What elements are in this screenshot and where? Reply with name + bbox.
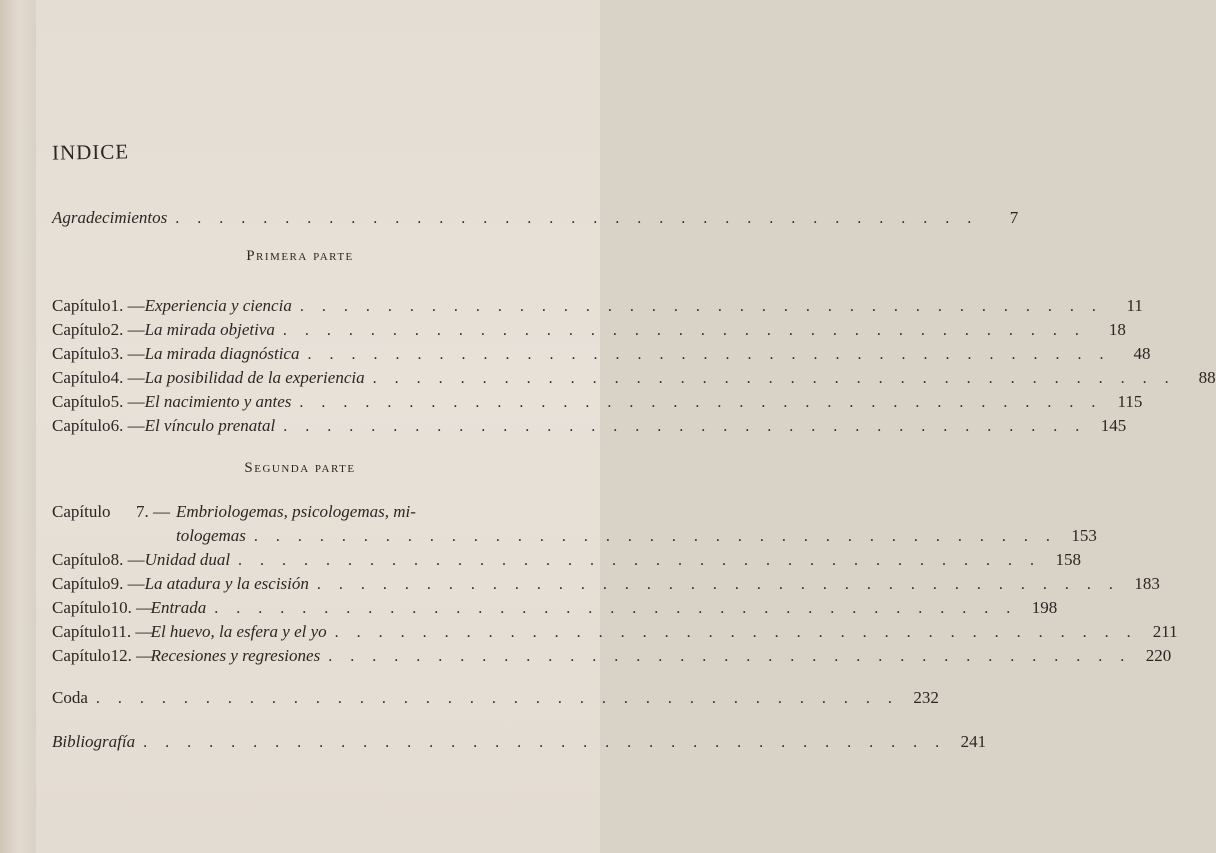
leader-dots: . . . . . . . . . . . . . . . . . . . . . . . . . . . . . . . . . . . . . xyxy=(282,322,1086,339)
leader-dots: . . . . . . . . . . . . . . . . . . . . . . . . . . . . . . . . . . . . . xyxy=(214,600,1018,617)
chapter-page: 220 xyxy=(1145,646,1172,665)
toc-chapter-row xyxy=(52,550,1082,574)
toc-chapter-row xyxy=(52,296,1143,320)
chapter-title: La atadura y la escisión xyxy=(144,574,309,593)
chapter-page: 145 xyxy=(1100,416,1127,435)
leader-dots: . . . . . . . . . . . . . . . . . . . . . . . . . . . . . . . . . . . . . xyxy=(299,298,1103,315)
chapter-title: El nacimiento y antes xyxy=(144,392,292,411)
chapter-label: Capítulo xyxy=(52,296,111,315)
leader-dots: . . . . . . . . . . . . . . . . . . . . . . . . . . . . . . . . . . . . . xyxy=(253,528,1057,545)
leader-dots: . . . . . . . . . . . . . . . . . . . . . . . . . . . . . . . . . . . . . xyxy=(143,734,947,751)
toc-chapter-row xyxy=(52,416,1127,440)
chapter-label: Capítulo xyxy=(52,416,111,435)
toc-chapter-row xyxy=(52,320,1126,344)
toc-entry-page: 7 xyxy=(1009,208,1019,227)
leader-dots: . . . . . . . . . . . . . . . . . . . . . . . . . . . . . . . . . . . . . xyxy=(307,346,1111,363)
chapter-number: 3. — xyxy=(110,344,145,363)
chapter-title: La mirada objetiva xyxy=(144,320,275,339)
chapter-label: Capítulo xyxy=(52,392,111,411)
part-heading-primera: Primera parte xyxy=(246,248,354,264)
chapter-number: 5. — xyxy=(110,392,145,411)
leader-dots: . . . . . . . . . . . . . . . . . . . . . . . . . . . . . . . . . . . . . xyxy=(372,370,1176,387)
chapter-number: 10. — xyxy=(110,598,154,617)
toc-entry-agradecimientos xyxy=(52,208,1019,232)
chapter-label: Capítulo xyxy=(52,574,111,593)
toc-chapter-row xyxy=(52,574,1160,598)
chapter-title: La posibilidad de la experiencia xyxy=(144,368,365,387)
chapter-page: 18 xyxy=(1108,320,1126,339)
chapter-label: Capítulo xyxy=(52,502,111,521)
toc-chapter-row xyxy=(52,502,570,526)
chapter-label: Capítulo xyxy=(52,622,111,641)
chapter-title: El huevo, la esfera y el yo xyxy=(150,622,327,641)
index-title: INDICE xyxy=(51,139,130,165)
chapter-label: Capítulo xyxy=(52,344,111,363)
chapter-number: 1. — xyxy=(110,296,145,315)
chapter-number: 11. — xyxy=(110,622,153,641)
chapter-title: Unidad dual xyxy=(144,550,231,569)
chapter-page: 183 xyxy=(1134,574,1160,593)
chapter-label: Capítulo xyxy=(52,550,111,569)
chapter-page: 198 xyxy=(1031,598,1058,617)
chapter-title: Embriologemas, psicologemas, mi- xyxy=(176,502,416,521)
leader-dots: . . . . . . . . . . . . . . . . . . . . . . . . . . . . . . . . . . . . . xyxy=(238,552,1042,569)
chapter-label: Capítulo xyxy=(52,598,111,617)
chapter-title: La mirada diagnóstica xyxy=(144,344,300,363)
toc-chapter-row xyxy=(52,392,1143,416)
toc-entry-label: Agradecimientos xyxy=(52,208,168,227)
leader-dots: . . . . . . . . . . . . . . . . . . . . . . . . . . . . . . . . . . . . . xyxy=(283,418,1087,435)
chapter-number: 8. — xyxy=(110,550,145,569)
leader-dots: . . . . . . . . . . . . . . . . . . . . . . . . . . . . . . . . . . . . . xyxy=(334,624,1138,641)
chapter-label: Capítulo xyxy=(52,320,111,339)
chapter-page: 88 xyxy=(1198,368,1216,387)
chapter-page: 158 xyxy=(1055,550,1082,569)
chapter-page: 11 xyxy=(1126,296,1143,315)
toc-chapter-row xyxy=(52,344,1151,368)
toc-entry-page: 232 xyxy=(913,688,939,707)
leader-dots: . . . . . . . . . . . . . . . . . . . . . . . . . . . . . . . . . . . . . xyxy=(95,690,899,707)
part-heading-segunda: Segunda parte xyxy=(244,460,356,476)
toc-entry-label: Coda xyxy=(52,688,88,707)
chapter-page: 153 xyxy=(1071,526,1097,545)
leader-dots: . . . . . . . . . . . . . . . . . . . . . . . . . . . . . . . . . . . . . xyxy=(299,394,1103,411)
chapter-page: 211 xyxy=(1152,622,1178,641)
chapter-page: 115 xyxy=(1117,392,1143,411)
chapter-number: 12. — xyxy=(110,646,154,665)
chapter-number: 9. — xyxy=(110,574,145,593)
chapter-number: 6. — xyxy=(110,416,145,435)
chapter-number: 7. — xyxy=(136,502,170,521)
toc-entry-bibliografia xyxy=(52,732,987,756)
chapter-label: Capítulo xyxy=(52,646,111,665)
chapter-number: 2. — xyxy=(110,320,145,339)
toc-entry-page: 241 xyxy=(960,732,987,751)
toc-chapter-row xyxy=(52,646,1172,670)
chapter-title-continuation: tologemas xyxy=(176,526,246,545)
leader-dots: . . . . . . . . . . . . . . . . . . . . . . . . . . . . . . . . . . . . . xyxy=(175,210,979,227)
leader-dots: . . . . . . . . . . . . . . . . . . . . . . . . . . . . . . . . . . . . . xyxy=(316,576,1120,593)
chapter-label: Capítulo xyxy=(52,368,111,387)
chapter-page: 48 xyxy=(1133,344,1151,363)
toc-chapter-row xyxy=(52,598,1058,622)
toc-entry-coda xyxy=(52,688,939,712)
chapter-title: Experiencia y ciencia xyxy=(144,296,292,315)
leader-dots: . . . . . . . . . . . . . . . . . . . . . . . . . . . . . . . . . . . . . xyxy=(328,648,1132,665)
chapter-number: 4. — xyxy=(110,368,145,387)
chapter-title: Entrada xyxy=(150,598,207,617)
chapter-title: Recesiones y regresiones xyxy=(150,646,321,665)
toc-chapter-row-continuation xyxy=(52,526,1097,550)
chapter-title: El vínculo prenatal xyxy=(144,416,276,435)
toc-chapter-row xyxy=(52,622,1178,646)
toc-chapter-row xyxy=(52,368,1216,392)
toc-entry-label: Bibliografía xyxy=(52,732,136,751)
